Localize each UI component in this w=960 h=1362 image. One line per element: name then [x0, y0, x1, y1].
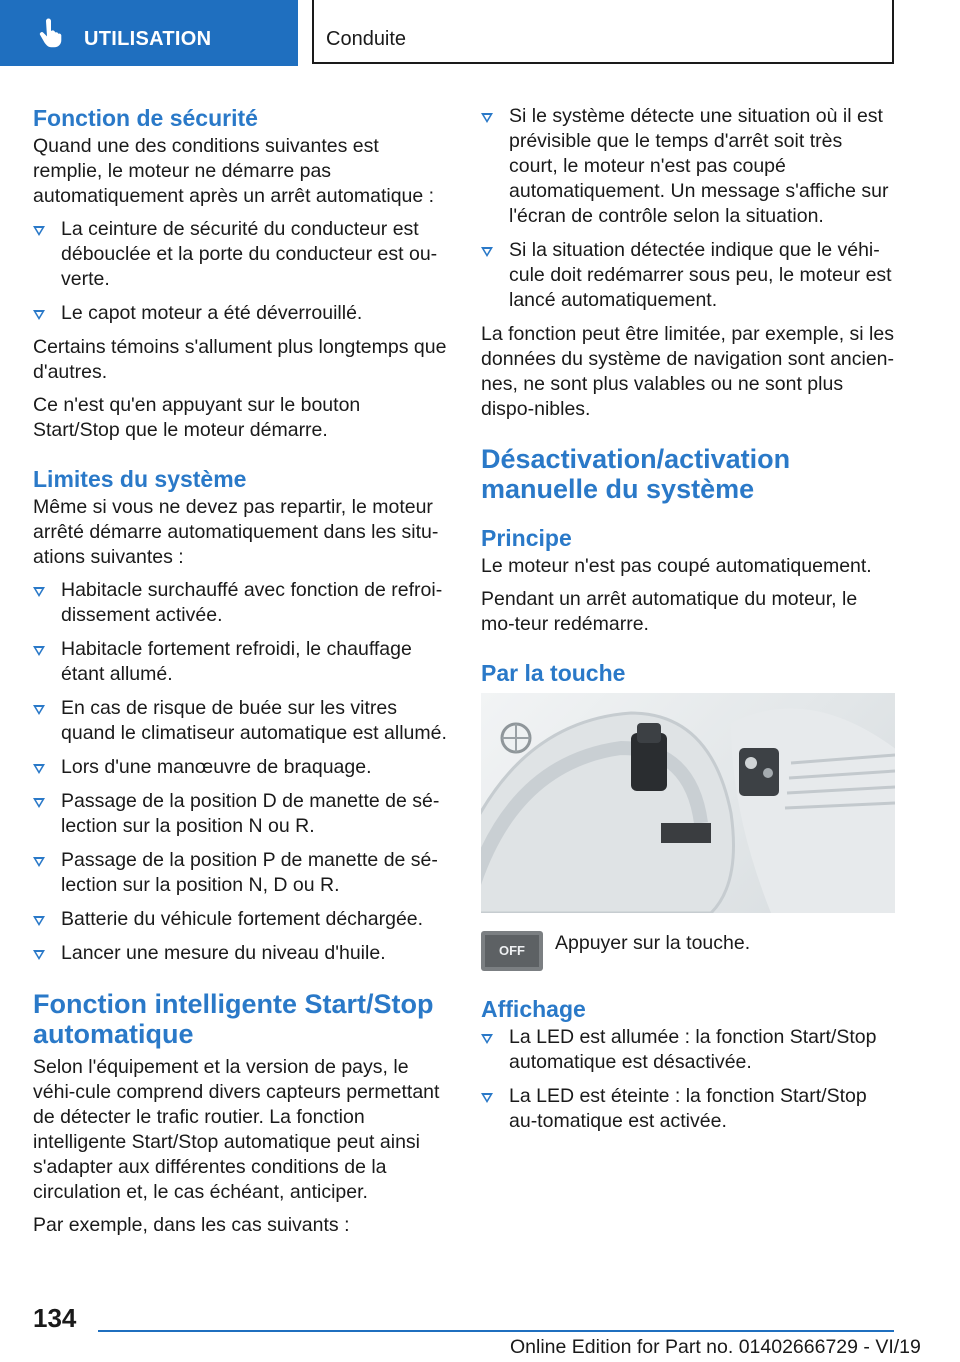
triangle-bullet-icon — [33, 587, 45, 597]
list-item-text: Passage de la position D de manette de sé-lection sur la position N ou R. — [61, 790, 440, 837]
heading-principe: Principe — [481, 525, 572, 551]
triangle-bullet-icon — [481, 113, 493, 123]
list-item — [33, 578, 447, 628]
heading-intelligente: Fonction intelligente Start/Stop automatique — [33, 989, 434, 1049]
triangle-bullet-icon — [481, 1034, 493, 1044]
paragraph-limites: Même si vous ne devez pas repartir, le moteur arrêté démarre automatiquement dans les situ-ations suivantes : — [33, 496, 439, 568]
list-item-text: Habitacle fortement refroidi, le chauffage étant allumé. — [61, 638, 412, 685]
right-column — [481, 104, 895, 1143]
list-item — [33, 848, 447, 898]
list-item-text: La LED est allumée : la fonction Start/Stop automatique est désactivée. — [509, 1026, 877, 1073]
button-instruction — [481, 931, 895, 979]
list-item — [33, 755, 447, 780]
list-item-text: Le capot moteur a été déverrouillé. — [61, 302, 363, 324]
list-item — [481, 238, 895, 313]
heading-limites: Limites du système — [33, 466, 247, 492]
left-column — [33, 104, 447, 1246]
list-securite — [33, 217, 447, 326]
paragraph-principe-2: Pendant un arrêt automatique du moteur, le mo-teur redémarre. — [481, 588, 858, 635]
list-item-text: Lancer une mesure du niveau d'huile. — [61, 942, 386, 964]
heading-securite: Fonction de sécurité — [33, 105, 258, 131]
paragraph-principe-1: Le moteur n'est pas coupé automatiquement. — [481, 555, 872, 577]
list-item-text: En cas de risque de buée sur les vitres quand le climatiseur automatique est allumé. — [61, 697, 447, 744]
heading-affichage: Affichage — [481, 996, 586, 1022]
paragraph-exemple: Par exemple, dans les cas suivants : — [33, 1214, 350, 1236]
list-item — [481, 104, 895, 229]
list-item-text: La LED est éteinte : la fonction Start/Stop au-tomatique est activée. — [509, 1085, 867, 1132]
triangle-bullet-icon — [33, 310, 45, 320]
button-instruction-text: Appuyer sur la touche. — [555, 932, 751, 954]
list-item-text: Batterie du véhicule fortement déchargée. — [61, 908, 424, 930]
list-limites — [33, 578, 447, 966]
footer-edition: Online Edition for Part no. 01402666729 - VI/19 — [510, 1336, 921, 1358]
chapter-label: Conduite — [326, 28, 407, 50]
list-affichage — [481, 1025, 895, 1134]
section-tab — [0, 0, 298, 66]
paragraph-limitee: La fonction peut être limitée, par exemple, si les données du système de navigation sont ancien-nes, ne sont plus valables ou ne sont plus dispo-nibles. — [481, 323, 895, 420]
section-label: UTILISATION — [84, 28, 212, 50]
triangle-bullet-icon — [33, 646, 45, 656]
list-item-text: Habitacle surchauffé avec fonction de refroi-dissement activée. — [61, 579, 443, 626]
hand-pointer-icon — [36, 18, 66, 48]
list-item-text: Passage de la position P de manette de sé-lection sur la position N, D ou R. — [61, 849, 438, 896]
triangle-bullet-icon — [33, 764, 45, 774]
list-item — [481, 1084, 895, 1134]
triangle-bullet-icon — [33, 857, 45, 867]
list-item — [33, 941, 447, 966]
heading-touche: Par la touche — [481, 660, 626, 686]
list-item — [33, 301, 447, 326]
page-number: 134 — [33, 1303, 77, 1333]
off-button-label: OFF — [485, 935, 539, 967]
triangle-bullet-icon — [33, 916, 45, 926]
dashboard-photo — [481, 693, 895, 913]
list-item — [33, 637, 447, 687]
heading-desactivation: Désactivation/activation manuelle du système — [481, 444, 791, 504]
auto-start-stop-off-button-icon — [481, 931, 543, 971]
list-cas — [481, 104, 895, 313]
list-item — [33, 217, 447, 292]
paragraph-securite: Quand une des conditions suivantes est remplie, le moteur ne démarre pas automatiquement après un arrêt automatique : — [33, 135, 435, 207]
list-item — [33, 789, 447, 839]
triangle-bullet-icon — [481, 1093, 493, 1103]
list-item — [33, 907, 447, 932]
triangle-bullet-icon — [33, 705, 45, 715]
paragraph-temoins: Certains témoins s'allument plus longtemps que d'autres. — [33, 336, 447, 383]
dashboard-illustration — [481, 693, 895, 913]
list-item — [481, 1025, 895, 1075]
triangle-bullet-icon — [33, 226, 45, 236]
paragraph-bouton: Ce n'est qu'en appuyant sur le bouton Start/Stop que le moteur démarre. — [33, 394, 361, 441]
list-item-text: La ceinture de sécurité du conducteur est débouclée et la porte du conducteur est ou-verte. — [61, 218, 438, 290]
list-item-text: Si le système détecte une situation où il est prévisible que le temps d'arrêt soit très court, le moteur n'est pas coupé automatiquement. Un message s'affiche sur l'écran de contrôle selon la situation. — [509, 105, 889, 227]
list-item-text: Lors d'une manœuvre de braquage. — [61, 756, 372, 778]
footer-divider — [98, 1330, 894, 1332]
triangle-bullet-icon — [481, 247, 493, 257]
list-item — [33, 696, 447, 746]
triangle-bullet-icon — [33, 798, 45, 808]
chapter-box — [312, 0, 894, 64]
triangle-bullet-icon — [33, 950, 45, 960]
paragraph-intelligente: Selon l'équipement et la version de pays, le véhi-cule comprend divers capteurs permettant de détecter le trafic routier. La fonction intelligente Start/Stop automatique peut ainsi s'adapter aux différentes conditions de la circulation et, le cas échéant, anticiper. — [33, 1056, 440, 1203]
list-item-text: Si la situation détectée indique que le véhi-cule doit redémarrer sous peu, le moteur est lancé automatiquement. — [509, 239, 892, 311]
